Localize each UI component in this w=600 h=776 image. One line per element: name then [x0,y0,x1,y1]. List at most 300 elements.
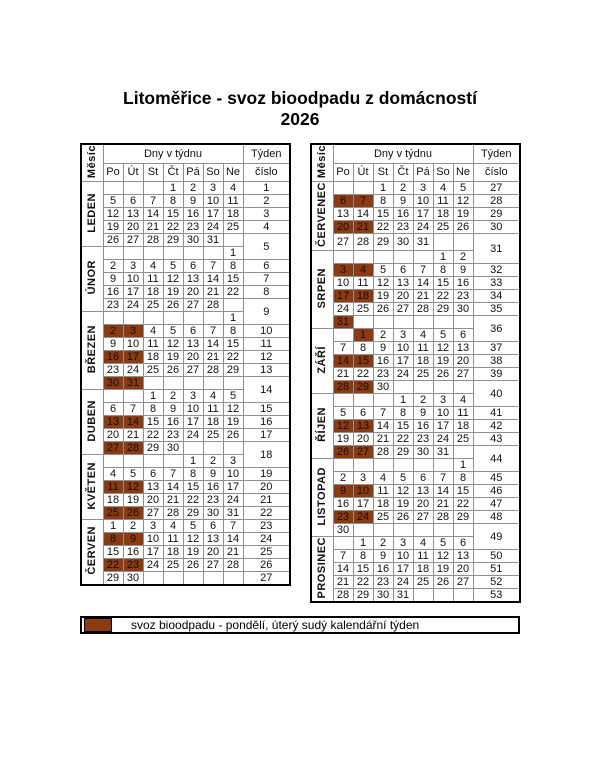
day-cell: 6 [203,520,223,533]
month-column-header [311,144,333,182]
day-cell: 25 [433,221,453,234]
empty-day-cell [373,316,393,329]
day-cell: 5 [333,407,353,420]
empty-day-cell [333,182,353,195]
day-cell: 3 [353,472,373,485]
empty-day-cell [203,377,223,390]
day-cell: 30 [373,381,393,394]
pickup-day-cell: 11 [103,481,123,494]
day-cell: 21 [333,576,353,589]
pickup-day-cell: 8 [103,533,123,546]
pickup-day-cell: 1 [353,329,373,342]
day-cell: 19 [393,498,413,511]
days-of-week-header: Dny v týdnu [333,144,473,163]
day-cell: 26 [103,234,123,247]
day-cell: 24 [413,221,433,234]
week-number-cell: 13 [243,364,290,377]
day-cell: 6 [453,537,473,550]
day-cell: 30 [413,446,433,459]
day-cell: 15 [163,208,183,221]
day-cell: 13 [123,208,143,221]
month-label [311,537,333,603]
day-cell: 2 [203,455,223,468]
day-cell: 2 [123,520,143,533]
day-cell: 21 [413,290,433,303]
pickup-day-cell: 18 [353,290,373,303]
day-cell: 24 [203,221,223,234]
empty-day-cell [333,537,353,550]
week-number-cell: 53 [473,589,520,603]
day-cell: 1 [373,182,393,195]
day-cell: 28 [433,511,453,524]
empty-day-cell [373,394,393,407]
empty-day-cell [103,312,123,325]
day-cell: 25 [453,433,473,446]
month-label-text: SRPEN [316,267,329,309]
day-cell: 20 [453,355,473,368]
day-cell: 22 [453,498,473,511]
day-cell: 23 [203,494,223,507]
day-cell: 6 [123,195,143,208]
week-number-cell: 39 [473,368,520,381]
day-name-cell: Út [353,163,373,181]
empty-day-cell [453,589,473,603]
day-cell: 24 [333,303,353,316]
day-cell: 12 [433,550,453,563]
empty-day-cell [333,251,353,264]
week-number-cell: 42 [473,420,520,433]
day-cell: 31 [393,589,413,603]
day-cell: 1 [183,455,203,468]
week-number-cell: 26 [243,559,290,572]
week-number-cell: 48 [473,511,520,524]
empty-day-cell [183,572,203,586]
day-cell: 22 [223,286,243,299]
day-cell: 15 [393,420,413,433]
empty-day-cell [353,524,373,537]
empty-day-cell [103,182,123,195]
day-cell: 21 [333,368,353,381]
day-cell: 2 [373,537,393,550]
week-number-cell: 15 [243,403,290,416]
empty-day-cell [203,312,223,325]
day-cell: 11 [143,338,163,351]
week-number-cell: 52 [473,576,520,589]
day-cell: 5 [223,390,243,403]
day-cell: 4 [143,260,163,273]
day-name-cell: Pá [413,163,433,181]
day-cell: 28 [163,507,183,520]
day-cell: 21 [163,494,183,507]
week-number-cell: 29 [473,208,520,221]
month-label [81,312,103,390]
day-cell: 10 [223,468,243,481]
day-cell: 2 [333,472,353,485]
day-cell: 20 [203,546,223,559]
day-cell: 18 [203,416,223,429]
day-cell: 17 [203,208,223,221]
week-number-cell: 43 [473,433,520,446]
empty-day-cell [183,377,203,390]
month-label [311,394,333,459]
calendar-table-jan-jun [80,143,291,586]
day-cell: 2 [453,251,473,264]
day-cell: 6 [453,329,473,342]
pickup-day-cell: 9 [123,533,143,546]
pickup-day-cell: 29 [353,381,373,394]
day-cell: 2 [163,390,183,403]
day-name-cell: Po [103,163,123,181]
week-number-cell: 20 [243,481,290,494]
week-number-cell: 35 [473,303,520,316]
day-cell: 26 [453,221,473,234]
week-number-cell: 32 [473,264,520,277]
week-number-cell: 24 [243,533,290,546]
empty-day-cell [453,524,473,537]
empty-day-cell [353,182,373,195]
empty-day-cell [163,377,183,390]
day-cell: 28 [373,446,393,459]
week-number-cell: 27 [243,572,290,586]
week-number-cell: 36 [473,316,520,342]
day-cell: 15 [183,481,203,494]
day-cell: 5 [163,325,183,338]
legend-text: svoz bioodpadu - pondělí, úterý sudý kalendářní týden [131,618,420,632]
pickup-color-swatch [84,618,112,632]
day-cell: 2 [393,182,413,195]
week-number-cell: 12 [243,351,290,364]
day-cell: 3 [223,455,243,468]
pickup-day-cell: 7 [353,195,373,208]
day-cell: 19 [103,221,123,234]
day-cell: 8 [393,407,413,420]
pickup-day-cell: 31 [333,316,353,329]
pickup-day-cell: 28 [333,381,353,394]
day-cell: 25 [413,576,433,589]
week-number-cell: 17 [243,429,290,442]
week-number-cell: 6 [243,260,290,273]
pickup-day-cell: 9 [333,485,353,498]
day-cell: 26 [433,368,453,381]
day-cell: 30 [333,524,353,537]
day-cell: 5 [433,537,453,550]
day-cell: 16 [333,498,353,511]
day-cell: 29 [453,511,473,524]
day-cell: 11 [223,195,243,208]
day-cell: 21 [203,351,223,364]
pickup-day-cell: 6 [333,195,353,208]
week-number-cell: 8 [243,286,290,299]
empty-day-cell [183,247,203,260]
week-number-cell: 3 [243,208,290,221]
day-cell: 16 [103,286,123,299]
day-cell: 15 [223,338,243,351]
week-number-cell: 27 [473,182,520,195]
day-cell: 7 [143,195,163,208]
day-cell: 3 [413,182,433,195]
day-cell: 4 [413,537,433,550]
day-cell: 25 [353,303,373,316]
day-cell: 6 [143,468,163,481]
empty-day-cell [123,312,143,325]
day-cell: 24 [223,494,243,507]
days-of-week-header: Dny v týdnu [103,144,243,163]
day-cell: 3 [143,520,163,533]
day-cell: 22 [223,351,243,364]
day-cell: 11 [413,342,433,355]
day-cell: 27 [413,511,433,524]
day-cell: 5 [373,264,393,277]
week-number-cell: 40 [473,381,520,407]
day-cell: 7 [203,260,223,273]
empty-day-cell [353,459,373,472]
day-name-cell: Čt [163,163,183,181]
day-cell: 22 [183,494,203,507]
day-name-cell: Pá [183,163,203,181]
pickup-day-cell: 28 [123,442,143,455]
month-label [81,182,103,247]
day-cell: 16 [413,420,433,433]
day-cell: 4 [453,394,473,407]
empty-day-cell [223,442,243,455]
day-cell: 1 [143,390,163,403]
day-cell: 18 [453,420,473,433]
day-cell: 29 [103,572,123,586]
day-cell: 15 [373,208,393,221]
week-number-cell: 16 [243,416,290,429]
day-cell: 18 [373,498,393,511]
day-cell: 19 [163,351,183,364]
day-cell: 26 [433,576,453,589]
empty-day-cell [143,312,163,325]
month-label [311,329,333,394]
day-cell: 14 [413,277,433,290]
empty-day-cell [223,377,243,390]
empty-day-cell [203,572,223,586]
empty-day-cell [143,247,163,260]
empty-day-cell [333,394,353,407]
day-cell: 15 [143,416,163,429]
empty-day-cell [393,316,413,329]
pickup-day-cell: 12 [333,420,353,433]
day-cell: 23 [413,433,433,446]
empty-day-cell [413,316,433,329]
day-cell: 13 [453,342,473,355]
day-cell: 7 [123,403,143,416]
day-cell: 15 [223,273,243,286]
day-cell: 30 [453,303,473,316]
day-cell: 24 [123,364,143,377]
week-column-subheader: číslo [243,163,290,181]
day-cell: 17 [143,546,163,559]
day-cell: 3 [433,394,453,407]
day-cell: 16 [203,481,223,494]
day-cell: 28 [143,234,163,247]
day-cell: 18 [163,546,183,559]
day-cell: 18 [143,351,163,364]
pickup-day-cell: 13 [353,420,373,433]
pickup-day-cell: 31 [123,377,143,390]
month-label-text: PROSINEC [316,537,329,599]
pickup-day-cell: 14 [333,355,353,368]
day-cell: 4 [143,325,163,338]
day-cell: 7 [163,468,183,481]
day-cell: 13 [333,208,353,221]
day-cell: 9 [393,195,413,208]
day-cell: 30 [123,572,143,586]
day-cell: 19 [163,286,183,299]
day-cell: 3 [393,537,413,550]
week-number-cell: 33 [473,277,520,290]
day-cell: 9 [203,468,223,481]
week-number-cell: 23 [243,520,290,533]
pickup-day-cell: 25 [103,507,123,520]
day-cell: 2 [183,182,203,195]
empty-day-cell [433,524,453,537]
day-cell: 31 [433,446,453,459]
day-cell: 27 [333,234,353,251]
month-label-text: BŘEZEN [86,324,99,374]
day-cell: 9 [453,264,473,277]
day-cell: 11 [143,273,163,286]
day-cell: 2 [413,394,433,407]
empty-day-cell [353,316,373,329]
day-name-cell: Út [123,163,143,181]
week-number-cell: 45 [473,472,520,485]
page-title-year: 2026 [280,109,320,129]
day-cell: 14 [143,208,163,221]
day-cell: 11 [353,277,373,290]
day-name-cell: St [373,163,393,181]
week-number-cell: 4 [243,221,290,234]
week-number-cell: 19 [243,468,290,481]
empty-day-cell [393,524,413,537]
day-cell: 24 [123,299,143,312]
day-cell: 1 [433,251,453,264]
day-cell: 1 [393,394,413,407]
day-cell: 10 [183,403,203,416]
month-label-text: ČERVEN [86,526,99,575]
pickup-day-cell: 14 [123,416,143,429]
day-cell: 20 [453,563,473,576]
day-cell: 17 [433,420,453,433]
week-number-cell: 28 [473,195,520,208]
day-cell: 10 [123,273,143,286]
day-cell: 28 [333,589,353,603]
day-cell: 26 [393,511,413,524]
day-cell: 24 [393,368,413,381]
pickup-day-cell: 17 [333,290,353,303]
day-cell: 27 [183,299,203,312]
day-cell: 27 [453,368,473,381]
day-cell: 10 [143,533,163,546]
day-cell: 18 [433,208,453,221]
day-name-cell: Čt [393,163,413,181]
day-cell: 23 [163,429,183,442]
empty-day-cell [123,182,143,195]
day-cell: 27 [393,303,413,316]
day-cell: 17 [393,563,413,576]
empty-day-cell [373,251,393,264]
day-cell: 19 [223,416,243,429]
empty-day-cell [393,381,413,394]
page-title [0,88,600,130]
month-label [311,459,333,537]
empty-day-cell [333,329,353,342]
day-cell: 14 [223,533,243,546]
day-cell: 27 [203,559,223,572]
day-cell: 5 [103,195,123,208]
empty-day-cell [123,455,143,468]
day-cell: 9 [413,407,433,420]
day-cell: 1 [453,459,473,472]
week-number-cell: 7 [243,273,290,286]
day-cell: 25 [163,559,183,572]
day-cell: 13 [393,277,413,290]
week-number-cell: 50 [473,550,520,563]
day-cell: 5 [433,329,453,342]
empty-day-cell [433,316,453,329]
day-cell: 2 [103,260,123,273]
day-cell: 20 [393,290,413,303]
day-cell: 11 [433,195,453,208]
day-cell: 27 [183,364,203,377]
week-number-cell: 46 [473,485,520,498]
day-cell: 7 [223,520,243,533]
day-cell: 24 [183,429,203,442]
day-cell: 14 [433,485,453,498]
day-cell: 12 [453,195,473,208]
day-cell: 18 [223,208,243,221]
day-cell: 8 [223,260,243,273]
day-cell: 5 [123,468,143,481]
day-cell: 19 [433,355,453,368]
day-cell: 16 [163,416,183,429]
day-cell: 5 [393,472,413,485]
day-name-cell: St [143,163,163,181]
day-cell: 16 [183,208,203,221]
day-cell: 11 [453,407,473,420]
day-cell: 20 [103,429,123,442]
day-cell: 10 [433,407,453,420]
empty-day-cell [143,572,163,586]
day-cell: 20 [123,221,143,234]
day-cell: 14 [163,481,183,494]
day-cell: 21 [373,433,393,446]
day-cell: 16 [453,277,473,290]
day-cell: 10 [123,338,143,351]
week-number-cell: 14 [243,377,290,403]
day-cell: 28 [223,559,243,572]
day-cell: 10 [393,342,413,355]
day-cell: 29 [433,303,453,316]
pickup-day-cell: 22 [103,559,123,572]
day-cell: 26 [163,364,183,377]
day-cell: 10 [393,550,413,563]
day-cell: 30 [163,442,183,455]
week-number-cell: 47 [473,498,520,511]
empty-day-cell [123,390,143,403]
day-cell: 15 [353,563,373,576]
day-cell: 25 [413,368,433,381]
day-cell: 21 [203,286,223,299]
month-label-text: KVĚTEN [86,461,99,510]
day-cell: 19 [333,433,353,446]
day-cell: 23 [373,368,393,381]
day-cell: 6 [353,407,373,420]
day-cell: 28 [353,234,373,251]
pickup-day-cell: 26 [333,446,353,459]
